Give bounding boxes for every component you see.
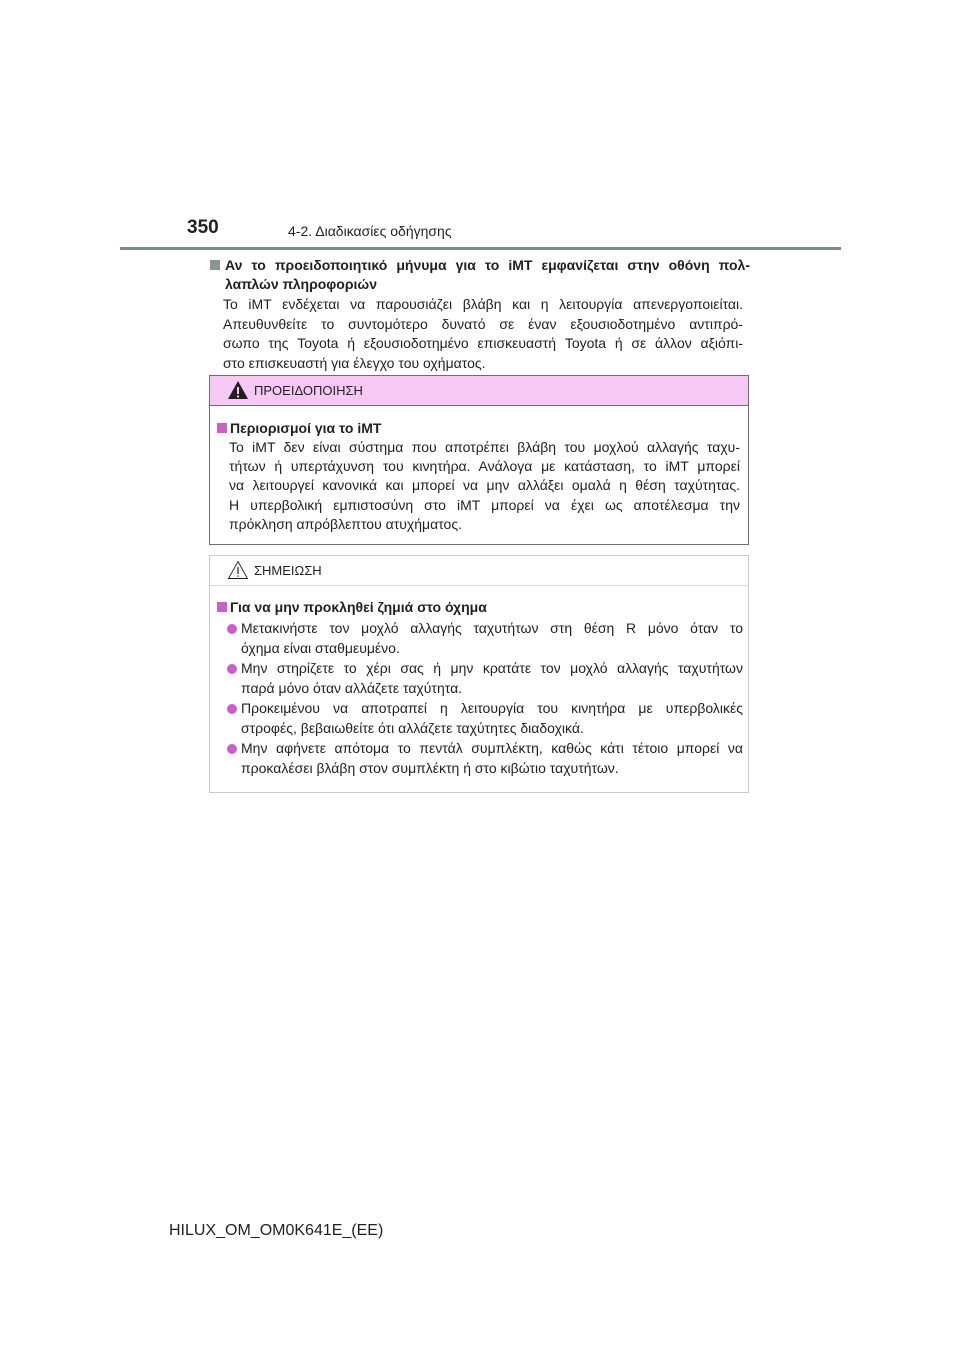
list-item [227,739,743,778]
imt-message-heading-line: λαπλών πληροφοριών [225,276,378,292]
note-box-header [210,556,748,586]
note-heading [217,598,737,617]
imt-message-heading-line: Αν το προειδοποιητικό μήνυμα για το iMT εμφανίζεται στην οθόνη πολ- [225,257,750,273]
text-line: στροφές, βεβαιωθείτε ότι αλλάζετε ταχύτητες διαδοχικά. [241,719,584,736]
note-heading-text: Για να μην προκληθεί ζημιά στο όχημα [230,599,487,615]
section-square-icon [217,423,227,433]
text-line: τήτων ή υπερτάχυνση του κινητήρα. Ανάλογα με κατάσταση, το iMT μπορεί [229,458,740,475]
imt-message-text [223,295,743,373]
section-title: 4-2. Διαδικασίες οδήγησης [288,223,452,239]
warning-title: ΠΡΟΕΙΔΟΠΟΙΗΣΗ [254,383,363,398]
text-line: Μην στηρίζετε το χέρι σας ή μην κρατάτε τον μοχλό αλλαγής ταχυτήτων [241,660,743,676]
text-line: να λειτουργεί κανονικά και μπορεί να μην αλλάξει ομαλά η θέση ταχύτητας. [229,477,740,494]
text-line: Προκειμένου να αποτραπεί η λειτουργία του κινητήρα με υπερβολικές [241,700,743,716]
warning-text [229,438,740,534]
note-box [209,555,749,793]
text-line: όχημα είναι σταθμευμένο. [241,639,400,656]
list-item [227,699,743,738]
warning-triangle-icon [227,380,249,400]
imt-message-heading [210,256,750,294]
warning-heading-text: Περιορισμοί για το iMT [230,420,382,436]
warning-box [209,375,749,545]
section-square-icon [210,260,220,270]
note-title: ΣΗΜΕΙΩΣΗ [254,563,322,578]
bullet-dot-icon [227,664,237,674]
warning-heading [217,419,737,438]
text-line: παρά μόνο όταν αλλάζετε ταχύτητα. [241,679,463,696]
warning-box-header [210,376,748,406]
bullet-dot-icon [227,704,237,714]
text-line: Το iMT ενδέχεται να παρουσιάζει βλάβη και η λειτουργία απενεργοποιείται. [223,296,743,312]
text-line: προκαλέσει βλάβη στον συμπλέκτη ή στο κιβώτιο ταχυτήτων. [241,759,619,776]
list-item [227,659,743,698]
text-line: Μην αφήνετε απότομα το πεντάλ συμπλέκτη, καθώς κάτι τέτοιο μπορεί να [241,740,743,756]
text-line: Μετακινήστε τον μοχλό αλλαγής ταχυτήτων στη θέση R μόνο όταν το [241,620,743,636]
document-code: HILUX_OM_OM0K641E_(EE) [169,1222,384,1239]
text-line: Η υπερβολική εμπιστοσύνη στο iMT μπορεί να έχει ως αποτέλεσμα την [229,496,740,513]
page-number: 350 [187,217,219,238]
text-line: Απευθυνθείτε το συντομότερο δυνατό σε έναν εξουσιοδοτημένο αντιπρό- [223,315,743,332]
bullet-dot-icon [227,624,237,634]
list-item [227,619,743,658]
text-line: στο επισκευαστή για έλεγχο του οχήματος. [223,354,486,371]
text-line: πρόκληση απρόβλεπτου ατυχήματος. [229,515,462,532]
bullet-dot-icon [227,744,237,754]
caution-triangle-icon [227,560,249,580]
page-header [120,215,841,250]
section-square-icon [217,602,227,612]
text-line: σωπο της Toyota ή εξουσιοδοτημένο επισκευαστή Toyota ή σε άλλον αξιόπι- [223,335,743,351]
text-line: Το iMT δεν είναι σύστημα που αποτρέπει βλάβη του μοχλού αλλαγής ταχυ- [229,439,740,455]
